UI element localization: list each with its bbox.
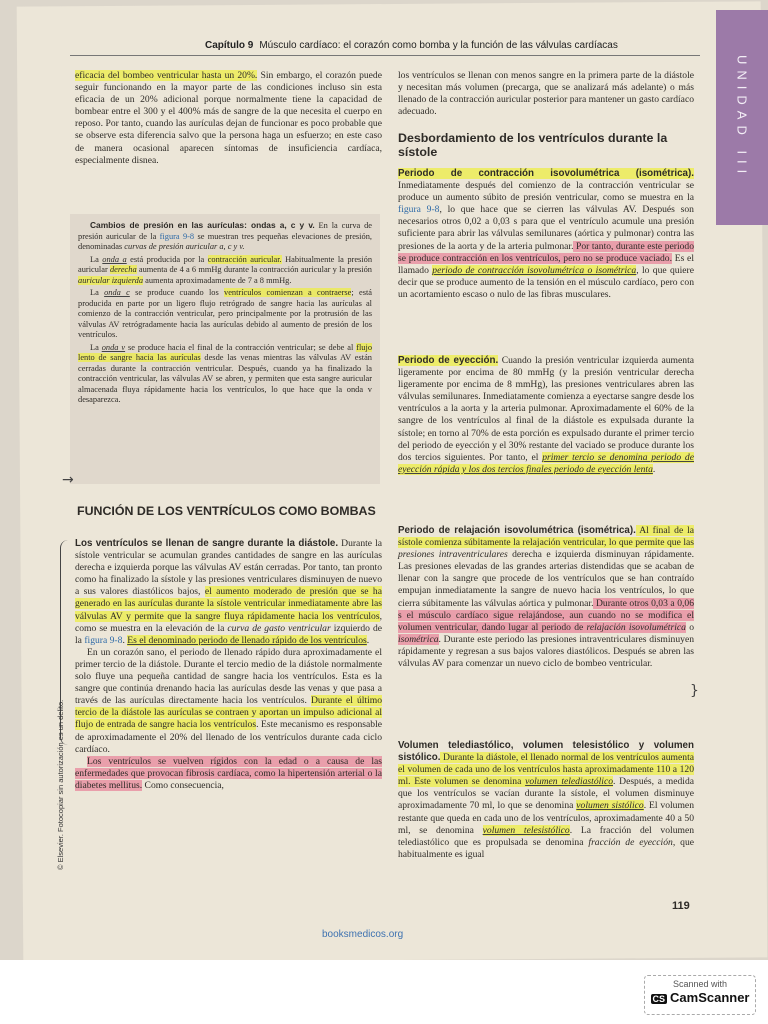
left-top-paragraph: eficacia del bombeo ventricular hasta un 20%. Sin embargo, el corazón puede seguir funcionando en la mayor parte de las condiciones incluso sin esta eficacia de un 20% adicional porque normalmente tiene la capacidad de bombear entre el 300 y el 400% más de sangre de la que necesita el cuerpo en reposo. Por tanto, cuando las aurículas dejan de funcionar es poco probable que se observe esta diferencia salvo que la persona haga un esfuerzo; en este caso de manera ocasional aparecen síntomas de insuficiencia cardíaca, especialmente disnea. bbox=[75, 70, 382, 166]
left-column-top bbox=[75, 70, 382, 167]
watermark-brand-name: CamScanner bbox=[670, 990, 750, 1005]
brace-mark-icon: } bbox=[690, 683, 699, 699]
ventricular-volumes-section: Volumen telediastólico, volumen telesistólico y volumen sistólico. Durante la diástole, el llenado normal de los ventrículos aumenta el volumen de cada uno de los ventrículos hasta aproximadamente 110 a 120 ml. Este volumen se denomina volumen telediastólico. Después, a medida que los ventrículos se vacían durante la sístole, el volumen disminuye aproximadamente 70 ml, lo que se denomina volumen sistólico. El volumen restante que queda en cada uno de los ventrículos, aproximadamente 40 a 50 ml, se denomina volumen telesistólico. La fracción del volumen telediastólico que es propulsada se denomina fracción de eyección, que habitualmente es igual bbox=[398, 740, 695, 860]
arrow-mark-icon: → bbox=[62, 472, 74, 488]
camscanner-logo-icon: CS bbox=[652, 994, 666, 1004]
unit-tab bbox=[716, 10, 768, 225]
subheading: Periodo de relajación isovolumétrica (isométrica). bbox=[398, 525, 636, 536]
watermark-brand bbox=[645, 990, 755, 1005]
highlighted-text: eficacia del bombeo ventricular hasta un 20%. bbox=[75, 70, 258, 81]
body-paragraph: Los ventrículos se llenan de sangre durante la diástole. Durante la sístole ventricular se acumulan grandes cantidades de sangre en las aurículas derecha e izquierda porque las válvulas AV están cerradas. Por tanto, tan pronto como ha finalizado la sístole y las presiones ventriculares disminuyen de nuevo a sus valores diastólicos bajos, el aumento moderado de presión que se ha generado en las aurículas durante la sístole ventricular inmediatamente abre las válvulas AV y permite que la sangre fluya rápidamente hacia los ventrículos, como se muestra en la elevación de la curva de gasto ventricular izquierdo de la figura 9-8. Es el denominado periodo de llenado rápido de los ventrículos. bbox=[75, 538, 383, 646]
unit-tab-label: UNIDAD III bbox=[734, 55, 750, 180]
subheading: Periodo de eyección. bbox=[398, 355, 499, 366]
body-paragraph: En un corazón sano, el periodo de llenado rápido dura aproximadamente el primer tercio de la diástole. Durante el tercio medio de la diástole normalmente solo fluye una pequeña cantidad de sangre hacia los ventrículos. Esta es la sangre que continúa drenando hacia las aurículas desde las venas y que pasa a través de las aurículas directamente hacia los ventrículos. Durante el último tercio de la diástole las aurículas se contraen y aportan un impulso adicional al flujo de entrada de sangre hacia los ventrículos. Este mecanismo es responsable de aproximadamente el 20% del llenado de los ventrículos durante cada ciclo cardíaco. bbox=[75, 646, 383, 755]
page-number: 119 bbox=[672, 900, 690, 912]
header-rule bbox=[70, 55, 700, 56]
left-column-body bbox=[75, 538, 382, 792]
chapter-title: Músculo cardíaco: el corazón como bomba y la función de las válvulas cardíacas bbox=[259, 40, 618, 51]
isovolumetric-contraction-section: Periodo de contracción isovolumétrica (isométrica). Inmediatamente después del comienzo de la contracción ventricular se produce un aumento súbito de presión ventricular, como se muestra en la figura 9-8, lo que hace que se cierren las válvulas AV. Después son necesarios otros 0,02 a 0,03 s para que el ventrículo acumule una presión suficiente para abrir las válvulas semilunares (aórtica y pulmonar) contra las presiones de la aorta y de la arteria pulmonar. Por tanto, durante este periodo se produce contracción en los ventrículos, pero no se produce vaciado. Es el llamado periodo de contracción isovolumétrica o isométrica, lo que quiere decir que se produce aumento de la tensión en el músculo cardíaco, pero con un acortamiento escaso o nulo de las fibras musculares. bbox=[398, 168, 694, 300]
subheading: Periodo de contracción isovolumétrica (isométrica). bbox=[398, 168, 694, 179]
footer-source: booksmedicos.org bbox=[322, 929, 404, 940]
copyright-notice: © Elsevier. Fotocopiar sin autorización es un delito. bbox=[56, 699, 65, 870]
box-title: Cambios de presión en las aurículas: ondas a, c y v. bbox=[90, 220, 315, 230]
section-heading: Desbordamiento de los ventrículos durante la sístole bbox=[398, 131, 668, 159]
watermark-caption: Scanned with bbox=[672, 979, 728, 989]
chapter-number: Capítulo 9 bbox=[205, 40, 254, 51]
box-paragraph: Cambios de presión en las aurículas: ondas a, c y v. En la curva de presión auricular de la figura 9-8 se muestran tres pequeñas elevaciones de presión, denominadas curvas de presión auricular a, c y v. bbox=[78, 220, 372, 251]
section-heading: FUNCIÓN DE LOS VENTRÍCULOS COMO BOMBAS bbox=[77, 504, 376, 518]
camscanner-watermark bbox=[644, 975, 756, 1015]
atrial-pressure-box bbox=[70, 214, 380, 484]
body-paragraph: Los ventrículos se vuelven rígidos con la edad o a causa de las enfermedades que provocan fibrosis cardíaca, como la hipertensión arterial o la diabetes mellitus. Como consecuencia, bbox=[75, 755, 382, 791]
box-paragraph: La onda v se produce hacia el final de la contracción ventricular; se debe al flujo lento de sangre hacia las aurículas desde las venas mientras las válvulas AV están cerradas durante la contracción ventricular. Después, cuando ya ha finalizado la contracción ventricular, las válvulas AV se abren, y permiten que esta sangre auricular almacenada fluya rápidamente hacia los ventrículos, lo que hace que la onda v desaparezca. bbox=[78, 342, 373, 404]
figure-reference: figura 9-8 bbox=[84, 634, 123, 646]
running-head bbox=[205, 40, 705, 51]
subheading: Los ventrículos se llenan de sangre durante la diástole. bbox=[75, 538, 339, 549]
right-column-top bbox=[398, 70, 694, 118]
figure-reference: figura 9-8 bbox=[398, 204, 440, 216]
figure-reference: figura 9-8 bbox=[159, 231, 195, 241]
isovolumetric-relaxation-section: Periodo de relajación isovolumétrica (isométrica). Al final de la sístole comienza súbitamente la relajación ventricular, lo que permite que las presiones intraventriculares derecha e izquierda disminuyan rápidamente. Las presiones elevadas de las grandes arterias distendidas que se acaban de llenar con la sangre que procede de los ventrículos que se han contraído empujan inmediatamente la sangre de nuevo hacia los ventrículos, lo que cierra súbitamente las válvulas aórtica y pulmonar. Durante otros 0,03 a 0,06 s el músculo cardíaco sigue relajándose, aun cuando no se modifica el volumen ventricular, dando lugar al periodo de relajación isovolumétrica o isométrica. Durante este periodo las presiones intraventriculares disminuyen rápidamente y regresan a sus bajos valores diastólicos. Después se abren las válvulas AV para comenzar un nuevo ciclo de bombeo ventricular. bbox=[398, 525, 695, 670]
subheading: Volumen telediastólico, volumen telesistólico y volumen sistólico. bbox=[398, 740, 694, 764]
box-paragraph: La onda c se produce cuando los ventrículos comienzan a contraerse; está producida en parte por un ligero flujo retrógrado de sangre hacia las aurículas al comienzo de la contracción ventricular, pero principalmente por la protrusión de las válvulas AV retrógradamente hacia las aurículas debido al aumento de presión de los ventrículos. bbox=[78, 288, 372, 339]
ejection-period-section: Periodo de eyección. Cuando la presión ventricular izquierda aumenta ligeramente por encima de 80 mmHg (y la presión ventricular derecha ligeramente por encima de 8 mmHg), las presiones ventriculares abren las válvulas semilunares. Inmediatamente comienza a eyectarse sangre desde los ventrículos a la aorta y la arteria pulmonar. Aproximadamente el 60% de la sangre de los ventrículos al final de la diástole es expulsada durante la sístole; en torno al 70% de esta porción es expulsado durante el primer tercio del periodo de eyección y el 30% restante del vaciado se produce durante los dos tercios siguientes. Por tanto, el primer tercio se denomina periodo de eyección rápida y los dos tercios finales periodo de eyección lenta. bbox=[398, 355, 694, 475]
box-paragraph: La onda a está producida por la contracción auricular. Habitualmente la presión auricular derecha aumenta de 4 a 6 mmHg durante la contracción auricular y la presión auricular izquierda aumenta aproximadamente de 7 a 8 mmHg. bbox=[78, 254, 373, 285]
right-top-paragraph: los ventrículos se llenan con menos sangre en la primera parte de la diástole y necesitan más volumen (precarga, que se analizará más adelante) o más llenado de la contracción auricular posterior para mantener un gasto cardíaco adecuado. bbox=[398, 70, 694, 118]
